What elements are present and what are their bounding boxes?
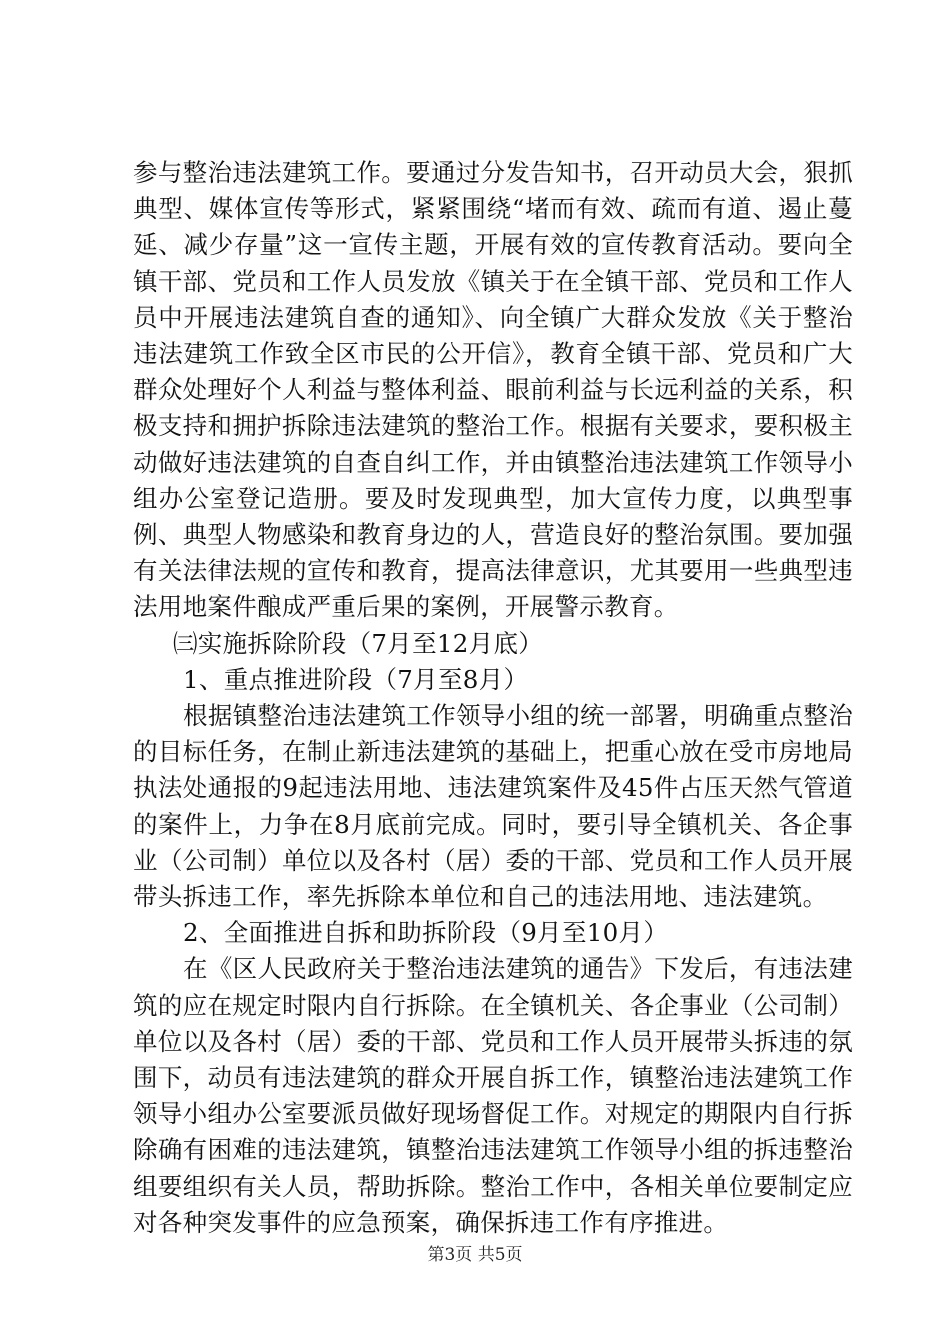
- body-paragraph-2: 根据镇整治违法建筑工作领导小组的统一部署，明确重点整治的目标任务，在制止新违法建筑的基础上，把重心放在受市房地局执法处通报的9起违法用地、违法建筑案件及45件占压天然气管道的案件上，力争在8月底前完成。同时，要引导全镇机关、各企事业（公司制）单位以及各村（居）委的干部、党员和工作人员开展带头拆违工作，率先拆除本单位和自己的违法用地、违法建筑。: [133, 701, 853, 912]
- subsection-heading-2: 2、全面推进自拆和助拆阶段（9月至10月）: [183, 918, 669, 948]
- body-paragraph-1: 参与整治违法建筑工作。要通过分发告知书，召开动员大会，狠抓典型、媒体宣传等形式，紧紧围绕“堵而有效、疏而有道、遏止蔓延、减少存量”这一宣传主题，开展有效的宣传教育活动。要向全镇干部、党员和工作人员发放《镇关于在全镇干部、党员和工作人员中开展违法建筑自查的通知》、向全镇广大群众发放《关于整治违法建筑工作致全区市民的公开信》，教育全镇干部、党员和广大群众处理好个人利益与整体利益、眼前利益与长远利益的关系，积极支持和拥护拆除违法建筑的整治工作。根据有关要求，要积极主动做好违法建筑的自查自纠工作，并由镇整治违法建筑工作领导小组办公室登记造册。要及时发现典型，加大宣传力度，以典型事例、典型人物感染和教育身边的人，营造良好的整治氛围。要加强有关法律法规的宣传和教育，提高法律意识，尤其要用一些典型违法用地案件酿成严重后果的案例，开展警示教育。: [133, 158, 853, 622]
- page-footer: 第3页 共5页: [427, 1245, 523, 1265]
- subsection-heading-1: 1、重点推进阶段（7月至8月）: [183, 664, 529, 694]
- document-body: [133, 155, 853, 1241]
- body-paragraph-3: 在《区人民政府关于整治违法建筑的通告》下发后，有违法建筑的应在规定时限内自行拆除。在全镇机关、各企事业（公司制）单位以及各村（居）委的干部、党员和工作人员开展带头拆违的氛围下，动员有违法建筑的群众开展自拆工作，镇整治违法建筑工作领导小组办公室要派员做好现场督促工作。对规定的期限内自行拆除确有困难的违法建筑，镇整治违法建筑工作领导小组的拆违整治组要组织有关人员，帮助拆除。整治工作中，各相关单位要制定应对各种突发事件的应急预案，确保拆违工作有序推进。: [133, 954, 853, 1237]
- section-heading-demolition: ㈢实施拆除阶段（7月至12月底）: [173, 628, 544, 658]
